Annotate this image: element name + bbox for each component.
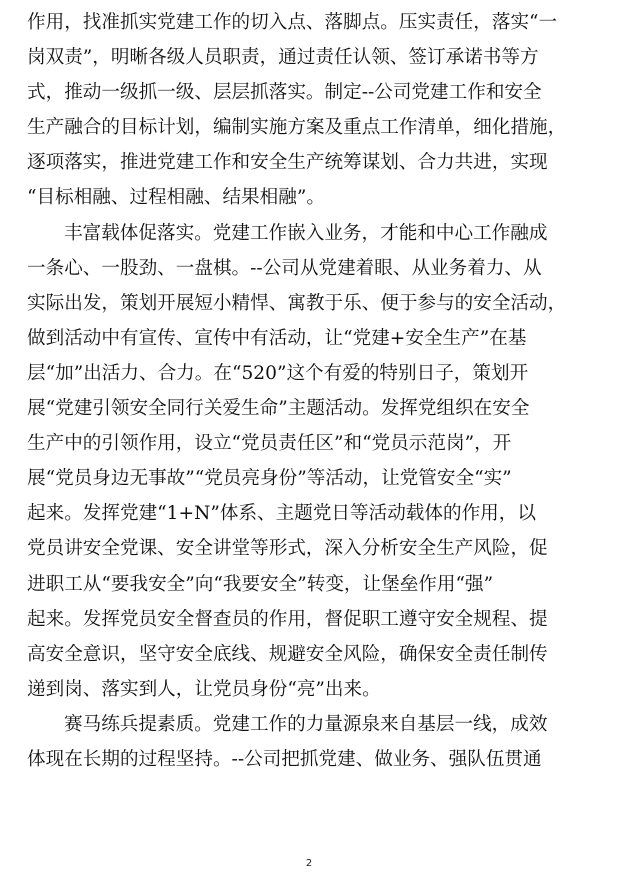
text-line: 展“党员身边无事故”“党员亮身份”等活动，让党管安全“实” (27, 468, 512, 490)
text-line: 展“党建引领安全同行关爱生命”主题活动。发挥党组织在安全 (27, 398, 530, 420)
text-line: 岗双责”，明晰各级人员职责，通过责任认领、签订承诺书等方 (27, 47, 539, 69)
text-line: 一条心、一股劲、一盘棋。--公司从党建着眼、从业务着力、从 (27, 257, 542, 279)
text-line: 高安全意识，坚守安全底线、规避安全风险，确保安全责任制传 (27, 643, 548, 665)
text-line: 层“加”出活力、合力。在“520”这个有爱的特别日子，策划开 (27, 362, 529, 384)
text-line: 起来。发挥党建“1+N”体系、主题党日等活动载体的作用，以 (27, 503, 536, 525)
paragraph-first-line: 丰富载体促落实。党建工作嵌入业务，才能和中心工作融成 (64, 222, 548, 244)
paragraph-first-line: 赛马练兵提素质。党建工作的力量源泉来自基层一线，成效 (64, 713, 548, 735)
text-line: 党员讲安全党课、安全讲堂等形式，深入分析安全生产风险，促 (27, 538, 548, 560)
text-line: 起来。发挥党员安全督查员的作用，督促职工遵守安全规程、提 (27, 608, 548, 630)
text-line: 实际出发，策划开展短小精悍、寓教于乐、便于参与的安全活动， (27, 292, 567, 314)
text-line: 递到岗、落实到人，让党员身份“亮”出来。 (27, 678, 381, 700)
text-line: 体现在长期的过程坚持。--公司把抓党建、做业务、强队伍贯通 (27, 748, 542, 770)
text-line: 进职工从“要我安全”向“我要安全”转变，让堡垒作用“强” (27, 573, 494, 595)
text-line: 逐项落实，推进党建工作和安全生产统筹谋划、合力共进，实现 (27, 152, 548, 174)
text-line: 做到活动中有宣传、宣传中有活动，让“党建+安全生产”在基 (27, 327, 527, 349)
body-text (27, 5, 589, 777)
text-line: 作用，找准抓实党建工作的切入点、落脚点。压实责任，落实“一 (27, 12, 558, 33)
text-line: 生产融合的目标计划，编制实施方案及重点工作清单，细化措施， (27, 117, 567, 139)
text-line: 式，推动一级抓一级、层层抓落实。制定--公司党建工作和安全 (27, 82, 542, 104)
page-number: 2 (305, 858, 313, 869)
text-line: “目标相融、过程相融、结果相融”。 (27, 187, 325, 209)
text-line: 生产中的引领作用，设立“党员责任区”和“党员示范岗”，开 (27, 433, 512, 455)
